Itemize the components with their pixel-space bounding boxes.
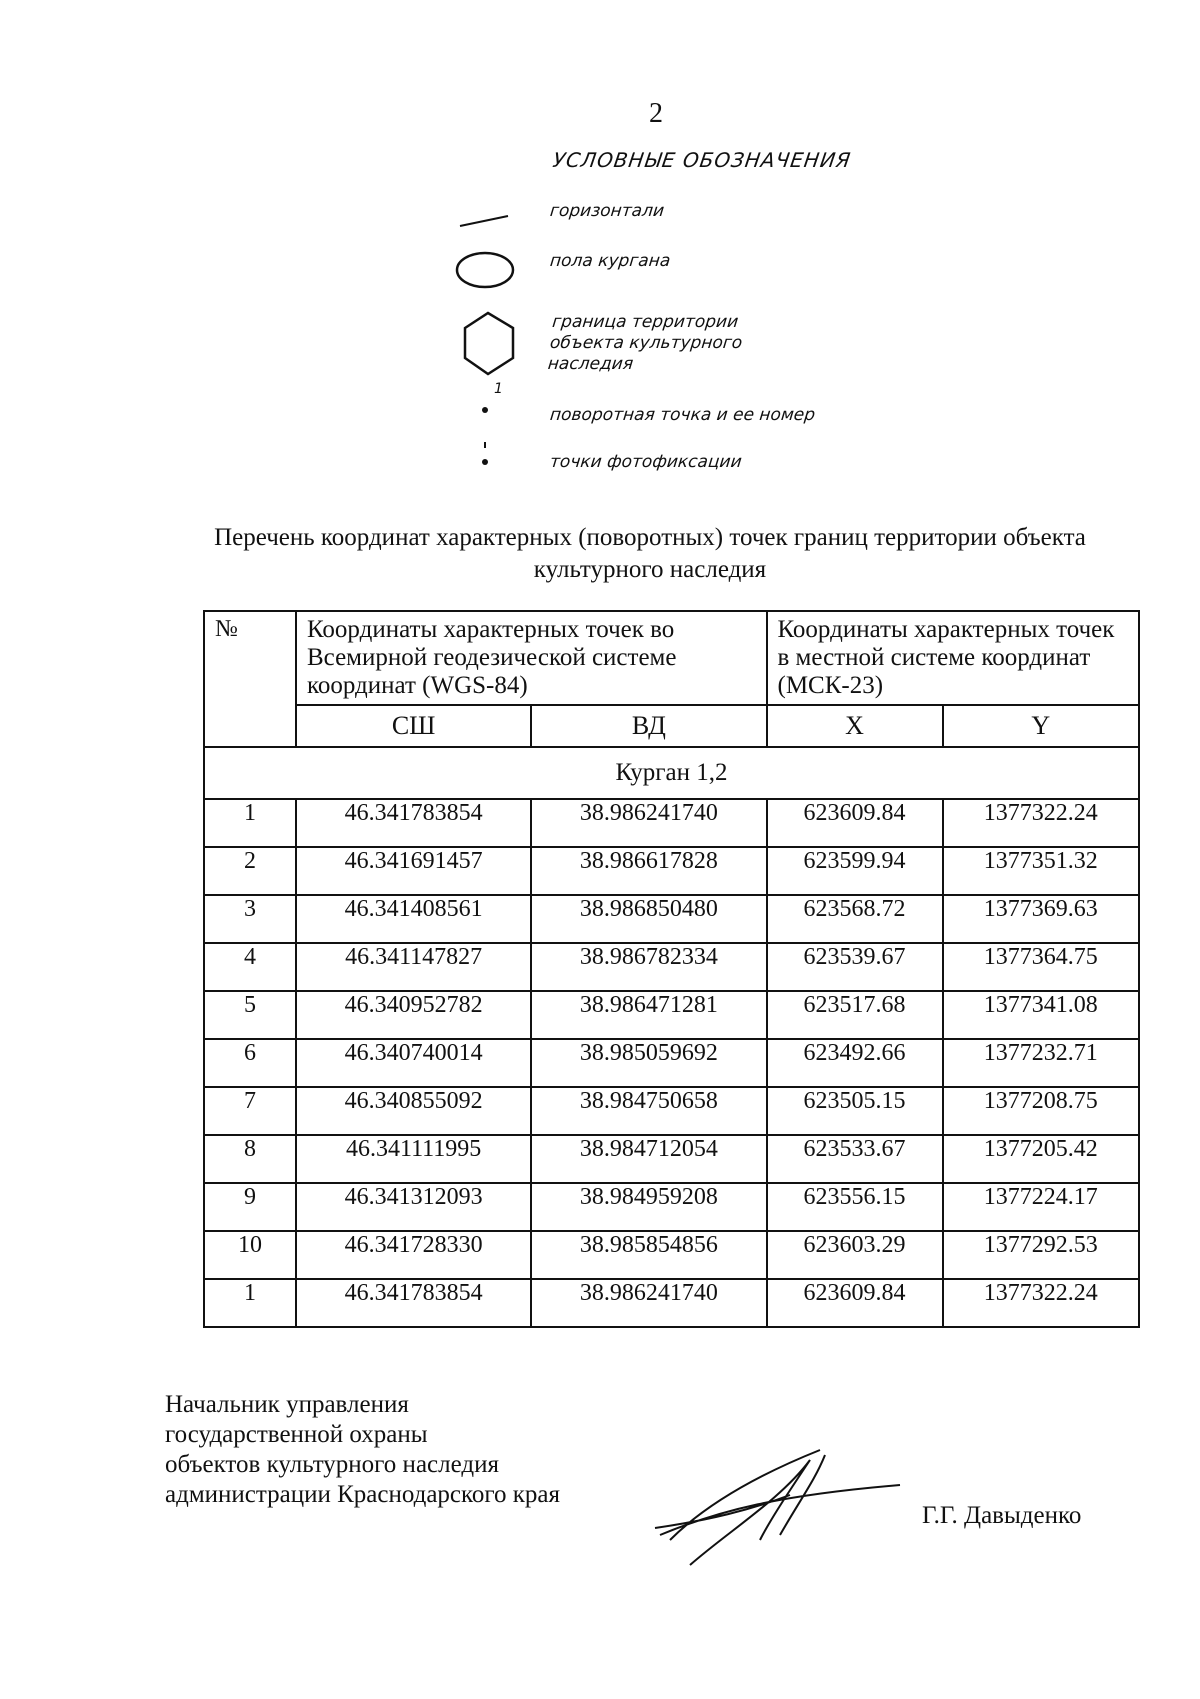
legend-label: пола кургана (549, 251, 672, 271)
point-number-cell: 1 (204, 1279, 296, 1327)
signer-name: Г.Г. Давыденко (922, 1502, 1082, 1529)
document-heading: Перечень координат характерных (поворотных) точек границ территории объекта культурного наследия (214, 524, 1086, 583)
legend-item-mound (450, 235, 870, 275)
column-y-header: Y (943, 705, 1139, 747)
point-number-cell: 10 (204, 1231, 296, 1279)
y-cell: 1377292.53 (943, 1231, 1139, 1279)
longitude-cell: 38.986617828 (531, 847, 766, 895)
column-msk-header: Координаты характерных точек в местной системе координат (МСК-23) (767, 611, 1140, 705)
x-cell: 623609.84 (767, 799, 943, 847)
hexagon-icon (450, 310, 530, 380)
column-wgs-header: Координаты характерных точек во Всемирной геодезической системе координат (WGS-84) (296, 611, 767, 705)
longitude-cell: 38.986241740 (531, 799, 766, 847)
table-row (204, 1183, 1139, 1231)
point-number-cell: 4 (204, 943, 296, 991)
x-cell: 623603.29 (767, 1231, 943, 1279)
latitude-cell: 46.341111995 (296, 1135, 531, 1183)
y-cell: 1377341.08 (943, 991, 1139, 1039)
point-number-cell: 8 (204, 1135, 296, 1183)
table-row (204, 1135, 1139, 1183)
table-group-row (204, 747, 1139, 799)
latitude-cell: 46.341691457 (296, 847, 531, 895)
y-cell: 1377208.75 (943, 1087, 1139, 1135)
table-row (204, 991, 1139, 1039)
point-number-cell: 5 (204, 991, 296, 1039)
latitude-cell: 46.341728330 (296, 1231, 531, 1279)
x-cell: 623533.67 (767, 1135, 943, 1183)
point-number-cell: 6 (204, 1039, 296, 1087)
page-number: 2 (649, 98, 663, 129)
point-number-cell: 1 (204, 799, 296, 847)
table-row (204, 1231, 1139, 1279)
table-row (204, 1087, 1139, 1135)
latitude-cell: 46.341408561 (296, 895, 531, 943)
legend-title: УСЛОВНЫЕ ОБОЗНАЧЕНИЯ (551, 148, 853, 172)
table-row (204, 847, 1139, 895)
photo-point-icon (450, 438, 530, 478)
longitude-cell: 38.985854856 (531, 1231, 766, 1279)
x-cell: 623568.72 (767, 895, 943, 943)
legend-label: точки фотофиксации (549, 452, 743, 472)
legend-label: поворотная точка и ее номер (549, 405, 817, 425)
table-row (204, 895, 1139, 943)
table-row (204, 1039, 1139, 1087)
longitude-cell: 38.984959208 (531, 1183, 766, 1231)
x-cell: 623517.68 (767, 991, 943, 1039)
point-number-cell: 3 (204, 895, 296, 943)
column-x-header: X (767, 705, 943, 747)
legend-label: горизонтали (549, 201, 666, 221)
y-cell: 1377232.71 (943, 1039, 1139, 1087)
y-cell: 1377322.24 (943, 799, 1139, 847)
longitude-cell: 38.984750658 (531, 1087, 766, 1135)
y-cell: 1377364.75 (943, 943, 1139, 991)
column-number-header: № (204, 611, 296, 747)
legend-label: граница территории объекта культурного наследия (546, 312, 744, 374)
x-cell: 623505.15 (767, 1087, 943, 1135)
point-number-cell: 7 (204, 1087, 296, 1135)
legend-item-contours (450, 195, 870, 235)
column-lat-header: СШ (296, 705, 531, 747)
y-cell: 1377369.63 (943, 895, 1139, 943)
longitude-cell: 38.986471281 (531, 991, 766, 1039)
turning-point-number: 1 (494, 381, 503, 397)
x-cell: 623599.94 (767, 847, 943, 895)
legend-item-photo-point (450, 438, 870, 478)
longitude-cell: 38.986782334 (531, 943, 766, 991)
x-cell: 623609.84 (767, 1279, 943, 1327)
coordinates-table (203, 610, 1140, 1328)
latitude-cell: 46.340740014 (296, 1039, 531, 1087)
latitude-cell: 46.341783854 (296, 799, 531, 847)
longitude-cell: 38.984712054 (531, 1135, 766, 1183)
latitude-cell: 46.340952782 (296, 991, 531, 1039)
y-cell: 1377224.17 (943, 1183, 1139, 1231)
group-label: Курган 1,2 (204, 747, 1139, 799)
latitude-cell: 46.341147827 (296, 943, 531, 991)
x-cell: 623556.15 (767, 1183, 943, 1231)
point-number-cell: 9 (204, 1183, 296, 1231)
table-row (204, 1279, 1139, 1327)
latitude-cell: 46.341783854 (296, 1279, 531, 1327)
y-cell: 1377351.32 (943, 847, 1139, 895)
table-row (204, 799, 1139, 847)
legend-item-turning-point (450, 383, 870, 423)
legend-item-boundary (450, 310, 870, 390)
ellipse-icon (450, 235, 530, 305)
latitude-cell: 46.340855092 (296, 1087, 531, 1135)
signer-position: Начальник управления государственной охраны объектов культурного наследия администрации Краснодарского края (165, 1391, 561, 1508)
signature-image (650, 1440, 910, 1570)
y-cell: 1377322.24 (943, 1279, 1139, 1327)
table-row (204, 943, 1139, 991)
point-number-cell: 2 (204, 847, 296, 895)
longitude-cell: 38.986241740 (531, 1279, 766, 1327)
table-header-row (204, 611, 1139, 705)
longitude-cell: 38.985059692 (531, 1039, 766, 1087)
column-lon-header: ВД (531, 705, 766, 747)
turning-point-icon (450, 383, 530, 423)
x-cell: 623492.66 (767, 1039, 943, 1087)
table-body (204, 799, 1139, 1327)
table-subheader-row (204, 705, 1139, 747)
latitude-cell: 46.341312093 (296, 1183, 531, 1231)
y-cell: 1377205.42 (943, 1135, 1139, 1183)
longitude-cell: 38.986850480 (531, 895, 766, 943)
x-cell: 623539.67 (767, 943, 943, 991)
